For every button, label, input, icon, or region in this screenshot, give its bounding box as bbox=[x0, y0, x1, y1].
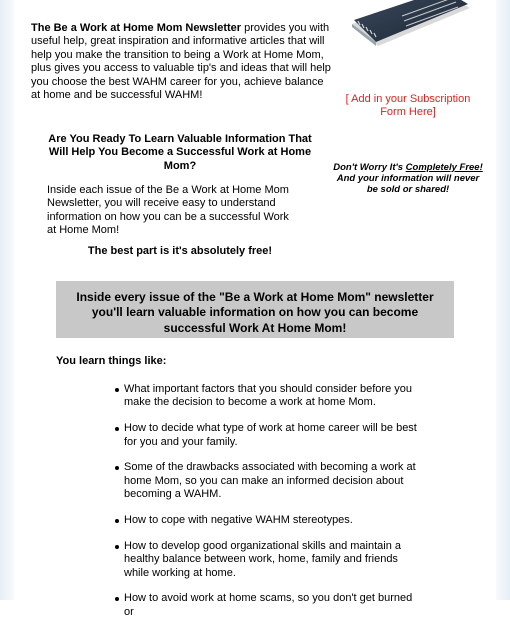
right-page-edge bbox=[496, 0, 510, 600]
free-prefix: Don't Worry It's bbox=[333, 162, 406, 173]
list-item: What important factors that you should consider before you make the decision to become a work at home Mom. bbox=[124, 383, 424, 410]
learn-heading: You learn things like: bbox=[56, 355, 167, 367]
highlight-box bbox=[56, 281, 454, 338]
completely-free-text: Completely Free! bbox=[405, 162, 483, 173]
free-statement: The best part is it's absolutely free! bbox=[87, 245, 273, 257]
cta-heading: Are You Ready To Learn Valuable Information That Will Help You Become a Successful Work at Home Mom? bbox=[48, 133, 312, 172]
list-item: How to develop good organizational skills and maintain a healthy balance between work, home, family and friends while working at home. bbox=[124, 540, 424, 580]
cta-paragraph: Inside each issue of the Be a Work at Home Mom Newsletter, you will receive easy to understand information on how you can be a successful Work at Home Mom! bbox=[47, 184, 289, 237]
subscription-form-link[interactable]: [ Add in your Subscription Form Here] bbox=[345, 93, 471, 118]
learn-list bbox=[110, 383, 424, 632]
privacy-note: And your information will never be sold or shared! bbox=[336, 173, 480, 195]
list-item: How to avoid work at home scams, so you don't get burned or bbox=[124, 592, 424, 619]
list-item: How to decide what type of work at home career will be best for you and your family. bbox=[124, 422, 424, 449]
list-item: Some of the drawbacks associated with becoming a work at home Mom, so you can make an informed decision about becoming a WAHM. bbox=[124, 461, 424, 501]
intro-text: provides you with useful help, great inspiration and informative articles that will help you make the transition to being a Work at Home Mom, plus gives you access to valuable tip's and ideas that will help you choose the best WAHM career for you, achieve balance at home and be successful WAHM! bbox=[31, 22, 331, 102]
intro-paragraph bbox=[31, 22, 331, 102]
free-reassurance bbox=[332, 162, 484, 195]
highlight-text: Inside every issue of the "Be a Work at Home Mom" newsletter you'll learn valuable information on how you can become successful Work At Home Mom! bbox=[76, 290, 434, 335]
newsletter-name: The Be a Work at Home Mom Newsletter bbox=[31, 22, 242, 34]
list-item: How to cope with negative WAHM stereotypes. bbox=[124, 514, 424, 527]
newsletter-book-image bbox=[344, 0, 474, 49]
left-page-edge bbox=[0, 0, 14, 600]
